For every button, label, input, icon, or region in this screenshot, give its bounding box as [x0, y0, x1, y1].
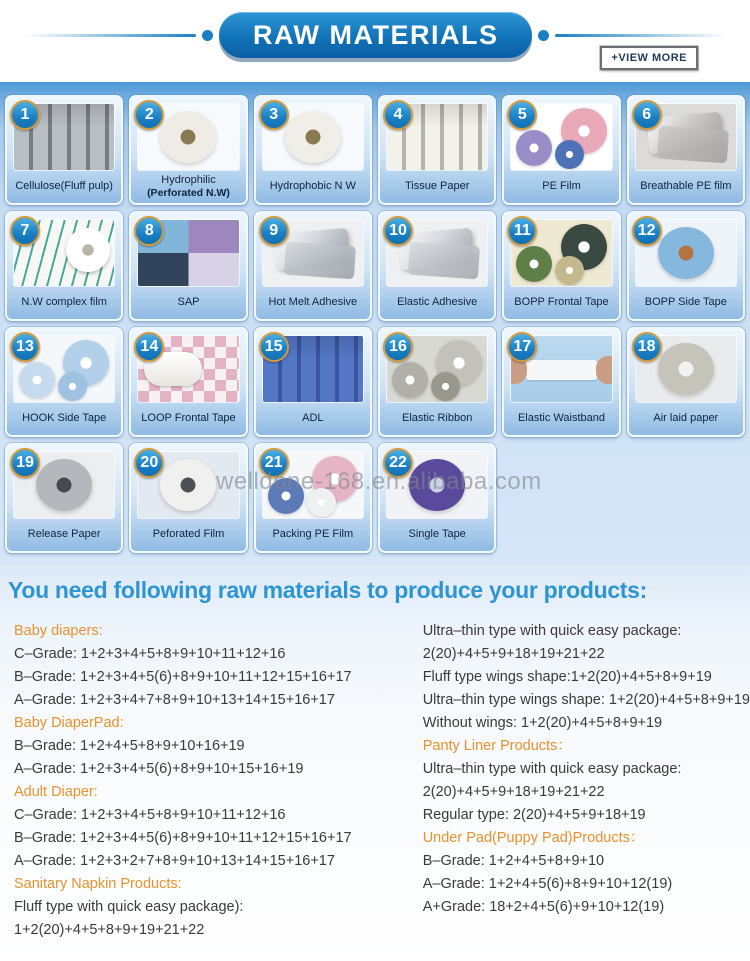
material-card	[129, 327, 247, 437]
spec-line: Ultra–thin type with quick easy package:	[422, 623, 682, 639]
material-number-badge: 11	[507, 216, 537, 246]
banner-dot-right	[538, 30, 549, 41]
material-card	[378, 95, 496, 205]
materials-section	[0, 82, 750, 565]
photo-graphic	[555, 256, 584, 285]
material-label: SAP	[177, 296, 200, 309]
photo-graphic	[284, 241, 356, 279]
material-label: Release Paper	[27, 528, 101, 541]
spec-line: Fluff type wings shape:1+2(20)+4+5+8+9+19	[422, 669, 712, 685]
photo-graphic	[526, 360, 596, 380]
material-number-badge: 6	[632, 100, 662, 130]
spec-line: 2(20)+4+5+9+18+19+21+22	[422, 784, 605, 800]
material-label: HOOK Side Tape	[22, 412, 107, 425]
photo-graphic	[268, 478, 304, 514]
material-label: Air laid paper	[653, 412, 719, 425]
photo-graphic	[516, 130, 552, 166]
spec-category-heading: Baby diapers:	[14, 623, 103, 639]
intro-heading: You need following raw materials to produce your products:	[8, 577, 648, 603]
material-number-badge: 16	[383, 332, 413, 362]
spec-line: B–Grade: 1+2+3+4+5(6)+8+9+10+11+12+15+16+17	[14, 830, 352, 846]
material-number-badge: 14	[134, 332, 164, 362]
photo-graphic	[307, 488, 336, 517]
material-card	[254, 443, 372, 553]
banner-line-left	[24, 34, 196, 37]
spec-line: A–Grade: 1+2+3+4+7+8+9+10+13+14+15+16+17	[14, 692, 335, 708]
photo-graphic	[657, 125, 729, 163]
spec-line: Without wings: 1+2(20)+4+5+8+9+19	[422, 715, 663, 731]
material-number-badge: 13	[10, 332, 40, 362]
material-number-badge: 1	[10, 100, 40, 130]
material-label: N.W complex film	[21, 296, 107, 309]
material-card	[254, 95, 372, 205]
material-card	[254, 327, 372, 437]
material-label: Elastic Ribbon	[402, 412, 473, 425]
material-label: PE Film	[542, 180, 581, 193]
photo-graphic	[66, 228, 110, 272]
material-number-badge: 8	[134, 216, 164, 246]
spec-line: A–Grade: 1+2+3+2+7+8+9+10+13+14+15+16+17	[14, 853, 335, 869]
material-label: LOOP Frontal Tape	[141, 412, 236, 425]
view-more-button[interactable]: +VIEW MORE	[600, 46, 698, 70]
material-number-badge: 4	[383, 100, 413, 130]
material-number-badge: 2	[134, 100, 164, 130]
material-card	[129, 95, 247, 205]
photo-graphic	[19, 362, 55, 398]
spec-line: 1+2(20)+4+5+8+9+19+21+22	[14, 922, 205, 938]
photo-graphic	[658, 227, 714, 279]
material-label: Peforated Film	[152, 528, 225, 541]
spec-line: Fluff type with quick easy package):	[14, 899, 244, 915]
material-number-badge: 7	[10, 216, 40, 246]
material-card	[502, 327, 620, 437]
material-card	[254, 211, 372, 321]
material-number-badge: 15	[259, 332, 289, 362]
material-label: Packing PE Film	[272, 528, 354, 541]
material-card	[627, 211, 745, 321]
material-card	[627, 95, 745, 205]
specs-section	[0, 565, 750, 961]
material-card	[378, 443, 496, 553]
header-section	[0, 0, 750, 82]
material-number-badge: 3	[259, 100, 289, 130]
material-card	[129, 443, 247, 553]
banner-dot-left	[202, 30, 213, 41]
material-label: Cellulose(Fluff pulp)	[15, 180, 113, 193]
photo-graphic	[160, 459, 216, 511]
material-card	[627, 327, 745, 437]
material-number-badge: 20	[134, 448, 164, 478]
material-label: Hydrophilic (Perforated N.W)	[147, 174, 230, 199]
photo-graphic	[36, 459, 92, 511]
material-number-badge: 18	[632, 332, 662, 362]
material-label: Breathable PE film	[640, 180, 732, 193]
spec-category-heading: Under Pad(Puppy Pad)Products：	[422, 830, 645, 846]
spec-category-heading: Baby DiaperPad:	[14, 715, 124, 731]
watermark: welldone-168.en.alibaba.com	[216, 468, 542, 495]
photo-graphic	[516, 246, 552, 282]
spec-line: C–Grade: 1+2+3+4+5+8+9+10+11+12+16	[14, 807, 286, 823]
photo-graphic	[392, 362, 428, 398]
photo-graphic	[596, 356, 612, 384]
spec-column-left	[0, 620, 409, 942]
material-card	[502, 95, 620, 205]
material-number-badge: 9	[259, 216, 289, 246]
spec-category-heading: Sanitary Napkin Products:	[14, 876, 182, 892]
material-label: Single Tape	[408, 528, 466, 541]
section-title: RAW MATERIALS	[219, 12, 532, 58]
spec-line: B–Grade: 1+2+4+5+8+9+10+16+19	[14, 738, 245, 754]
material-card	[5, 95, 123, 205]
material-number-badge: 10	[383, 216, 413, 246]
material-label: Hydrophobic N W	[269, 180, 356, 193]
spec-category-heading: Panty Liner Products：	[422, 738, 572, 754]
material-card	[129, 211, 247, 321]
spec-line: C–Grade: 1+2+3+4+5+8+9+10+11+12+16	[14, 646, 286, 662]
spec-line: 2(20)+4+5+9+18+19+21+22	[422, 646, 605, 662]
photo-graphic	[431, 372, 460, 401]
spec-line: A–Grade: 1+2+3+4+5(6)+8+9+10+15+16+19	[14, 761, 304, 777]
material-label: BOPP Side Tape	[644, 296, 727, 309]
photo-graphic	[658, 343, 714, 395]
materials-grid	[5, 95, 745, 553]
spec-line: Ultra–thin type with quick easy package:	[422, 761, 682, 777]
spec-line: A+Grade: 18+2+4+5(6)+9+10+12(19)	[422, 899, 665, 915]
spec-column-right	[409, 620, 750, 942]
material-card	[378, 211, 496, 321]
spec-category-heading: Adult Diaper:	[14, 784, 98, 800]
material-label: Elastic Waistband	[517, 412, 605, 425]
material-number-badge: 22	[383, 448, 413, 478]
material-label: BOPP Frontal Tape	[514, 296, 609, 309]
material-card	[5, 211, 123, 321]
spec-line: Ultra–thin type wings shape: 1+2(20)+4+5+8+9+19	[422, 692, 750, 708]
material-card	[378, 327, 496, 437]
spec-line: A–Grade: 1+2+4+5(6)+8+9+10+12(19)	[422, 876, 673, 892]
material-number-badge: 19	[10, 448, 40, 478]
photo-graphic	[555, 140, 584, 169]
material-number-badge: 17	[507, 332, 537, 362]
material-label: ADL	[302, 412, 324, 425]
photo-graphic	[58, 372, 87, 401]
photo-graphic	[408, 241, 480, 279]
photo-graphic	[160, 111, 216, 163]
photo-graphic	[409, 459, 465, 511]
material-label: Hot Melt Adhesive	[268, 296, 358, 309]
material-card	[5, 327, 123, 437]
material-card	[5, 443, 123, 553]
material-number-badge: 5	[507, 100, 537, 130]
material-label: Elastic Adhesive	[397, 296, 478, 309]
material-card	[502, 211, 620, 321]
material-number-badge: 21	[259, 448, 289, 478]
spec-line: B–Grade: 1+2+3+4+5(6)+8+9+10+11+12+15+16+17	[14, 669, 352, 685]
photo-graphic	[285, 111, 341, 163]
material-number-badge: 12	[632, 216, 662, 246]
material-label: Tissue Paper	[404, 180, 470, 193]
banner-line-right	[555, 34, 726, 37]
spec-columns	[0, 620, 750, 942]
spec-line: B–Grade: 1+2+4+5+8+9+10	[422, 853, 605, 869]
spec-line: Regular type: 2(20)+4+5+9+18+19	[422, 807, 646, 823]
